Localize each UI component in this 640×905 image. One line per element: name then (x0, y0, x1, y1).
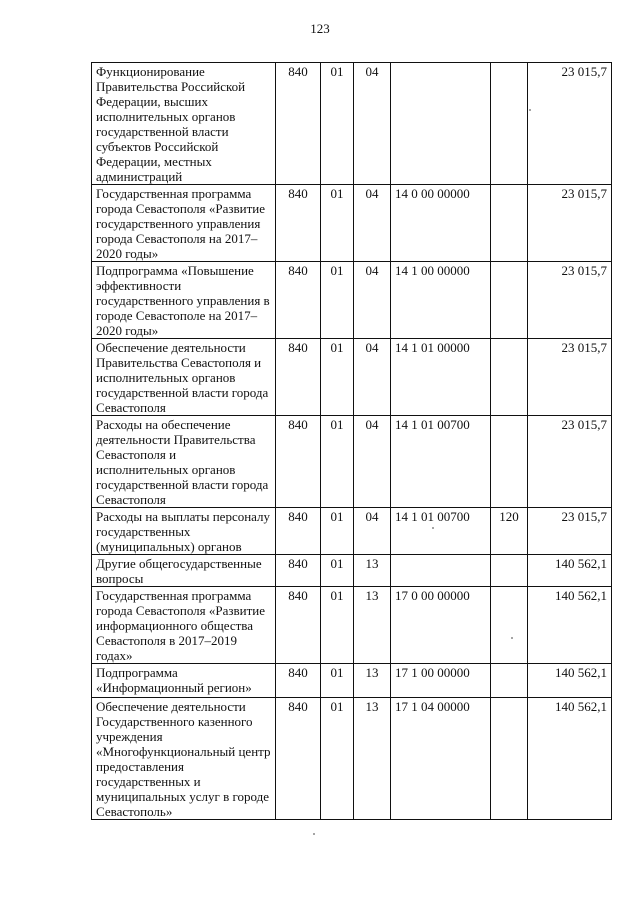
row-name-cell: Расходы на выплаты персоналу государственных (муниципальных) органов (92, 508, 276, 555)
row-section-cell: 01 (321, 63, 354, 185)
row-subsection-cell: 13 (354, 664, 391, 698)
row-article-cell: 14 1 01 00700 (391, 508, 491, 555)
row-article-cell: 14 1 00 00000 (391, 262, 491, 339)
scan-speck (432, 527, 434, 529)
row-section-cell: 01 (321, 664, 354, 698)
row-name-cell: Подпрограмма «Информационный регион» (92, 664, 276, 698)
row-amount-cell: 23 015,7 (528, 63, 612, 185)
row-ved-cell: 840 (276, 262, 321, 339)
row-section-cell: 01 (321, 262, 354, 339)
table-row (92, 508, 612, 555)
row-ved-cell: 840 (276, 508, 321, 555)
row-subsection-cell: 13 (354, 555, 391, 587)
row-kind-cell: 120 (491, 508, 528, 555)
row-section-cell: 01 (321, 587, 354, 664)
row-amount-cell: 23 015,7 (528, 185, 612, 262)
row-article-cell: 14 0 00 00000 (391, 185, 491, 262)
row-name-cell: Функционирование Правительства Российской Федерации, высших исполнительных органов государственной власти субъектов Российской Федерации, местных администраций (92, 63, 276, 185)
row-subsection-cell: 04 (354, 416, 391, 508)
row-article-cell: 17 0 00 00000 (391, 587, 491, 664)
row-kind-cell (491, 63, 528, 185)
row-amount-cell: 140 562,1 (528, 587, 612, 664)
row-section-cell: 01 (321, 416, 354, 508)
row-ved-cell: 840 (276, 63, 321, 185)
row-article-cell: 17 1 00 00000 (391, 664, 491, 698)
table-row (92, 555, 612, 587)
row-name-cell: Другие общегосударственные вопросы (92, 555, 276, 587)
row-name-cell: Обеспечение деятельности Государственного казенного учреждения «Многофункциональный центр предоставления государственных и муниципальных услуг в городе Севастополь» (92, 698, 276, 820)
row-section-cell: 01 (321, 339, 354, 416)
row-ved-cell: 840 (276, 587, 321, 664)
row-kind-cell (491, 698, 528, 820)
row-subsection-cell: 04 (354, 185, 391, 262)
budget-table (91, 62, 612, 820)
row-article-cell (391, 63, 491, 185)
row-amount-cell: 23 015,7 (528, 416, 612, 508)
row-kind-cell (491, 587, 528, 664)
row-ved-cell: 840 (276, 185, 321, 262)
table-row (92, 262, 612, 339)
row-name-cell: Расходы на обеспечение деятельности Правительства Севастополя и исполнительных органов государственной власти города Севастополя (92, 416, 276, 508)
row-amount-cell: 140 562,1 (528, 698, 612, 820)
table-row (92, 339, 612, 416)
row-section-cell: 01 (321, 185, 354, 262)
row-name-cell: Государственная программа города Севастополя «Развитие государственного управления города Севастополя на 2017–2020 годы» (92, 185, 276, 262)
page-number: 123 (310, 21, 330, 36)
row-amount-cell: 140 562,1 (528, 555, 612, 587)
row-article-cell: 17 1 04 00000 (391, 698, 491, 820)
row-subsection-cell: 13 (354, 698, 391, 820)
table-row (92, 664, 612, 698)
row-ved-cell: 840 (276, 339, 321, 416)
row-section-cell: 01 (321, 555, 354, 587)
row-section-cell: 01 (321, 508, 354, 555)
row-ved-cell: 840 (276, 416, 321, 508)
row-ved-cell: 840 (276, 555, 321, 587)
table-row (92, 587, 612, 664)
row-name-cell: Государственная программа города Севастополя «Развитие информационного общества Севастополя в 2017–2019 годах» (92, 587, 276, 664)
row-kind-cell (491, 555, 528, 587)
row-article-cell (391, 555, 491, 587)
table-row (92, 416, 612, 508)
scan-speck (313, 833, 315, 835)
row-kind-cell (491, 416, 528, 508)
row-kind-cell (491, 185, 528, 262)
row-amount-cell: 23 015,7 (528, 339, 612, 416)
table-row (92, 63, 612, 185)
row-amount-cell: 140 562,1 (528, 664, 612, 698)
row-amount-cell: 23 015,7 (528, 508, 612, 555)
table-row (92, 185, 612, 262)
budget-table-body (92, 63, 612, 820)
row-section-cell: 01 (321, 698, 354, 820)
scan-speck (529, 109, 531, 111)
row-subsection-cell: 04 (354, 63, 391, 185)
row-name-cell: Обеспечение деятельности Правительства Севастополя и исполнительных органов государственной власти города Севастополя (92, 339, 276, 416)
row-subsection-cell: 04 (354, 508, 391, 555)
table-row (92, 698, 612, 820)
row-ved-cell: 840 (276, 698, 321, 820)
row-subsection-cell: 04 (354, 262, 391, 339)
row-subsection-cell: 04 (354, 339, 391, 416)
row-kind-cell (491, 262, 528, 339)
row-kind-cell (491, 664, 528, 698)
row-ved-cell: 840 (276, 664, 321, 698)
row-kind-cell (491, 339, 528, 416)
row-article-cell: 14 1 01 00700 (391, 416, 491, 508)
row-amount-cell: 23 015,7 (528, 262, 612, 339)
row-name-cell: Подпрограмма «Повышение эффективности государственного управления в городе Севастополе на 2017–2020 годы» (92, 262, 276, 339)
scan-speck (511, 637, 513, 639)
row-article-cell: 14 1 01 00000 (391, 339, 491, 416)
row-subsection-cell: 13 (354, 587, 391, 664)
